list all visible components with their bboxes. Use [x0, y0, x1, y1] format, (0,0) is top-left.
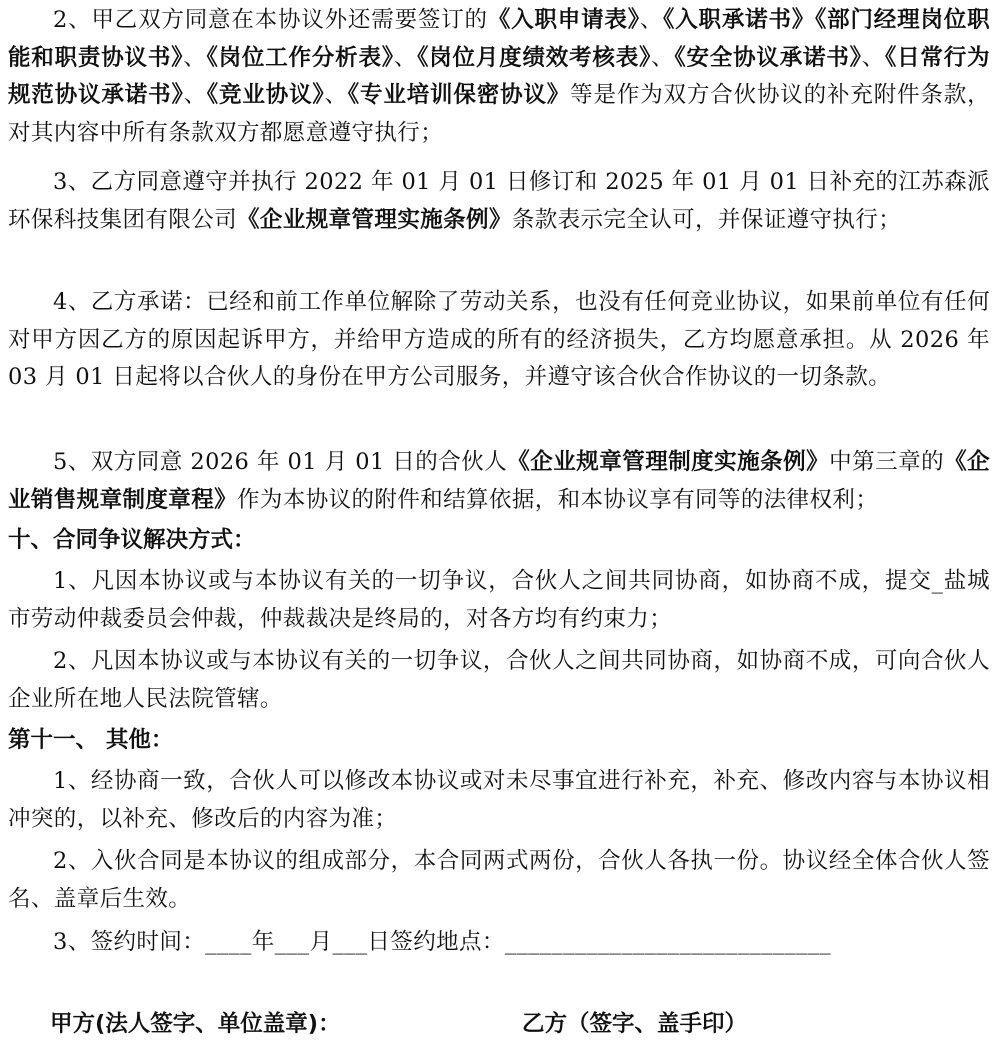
clause-text: 中第三章的 [829, 449, 945, 475]
clause-11-item-3: 3、签约时间：____年___月___日签约地点：____________________________ [53, 929, 832, 955]
doc-title: 《企业销售规章制度章程》 [8, 449, 990, 513]
doc-title: 《竞业协议》 [206, 82, 325, 109]
clause-9-item-2 [8, 2, 990, 152]
separator: 、 [639, 7, 664, 33]
clause-text: 2、甲乙双方同意在本协议外还需要签订的 [53, 7, 488, 33]
clause-9-item-4: 4、乙方承诺：已经和前工作单位解除了劳动关系，也没有任何竞业协议，如果前单位有任何对甲方因乙方的原因起诉甲方，并给甲方造成的所有的经济损失，乙方均愿意承担。从 2026 年 03 月 01 日起将以合伙人的身份在甲方公司服务，并遵守该合伙合作协议的一切条款。 [8, 289, 990, 391]
doc-title: 《安全协议承诺书》 [674, 44, 862, 71]
clause-text: 条款表示完全认可，并保证遵守执行； [511, 206, 902, 233]
signature-party-a: 甲方(法人签字、单位盖章)： [50, 1011, 341, 1037]
clause-10-heading: 十、合同争议解决方式： [8, 527, 256, 553]
separator: 、 [183, 44, 207, 71]
clause-11-item-1: 1、经协商一致，合伙人可以修改本协议或对未尽事宜进行补充，补充、修改内容与本协议相冲突的，以补充、修改后的内容为准； [8, 768, 990, 832]
separator: 、 [183, 82, 207, 109]
clause-text: 3、乙方同意遵守并执行 2022 年 01 月 01 日修订和 2025 年 01 月 01 日补充的江苏森派环保科技集团有限公司 [8, 169, 990, 233]
separator: 、 [861, 44, 886, 71]
doc-title: 《日常行为规范协议承诺书》 [8, 44, 990, 109]
separator: 、 [651, 44, 675, 71]
doc-title: 《岗位月度绩效考核表》 [417, 44, 652, 71]
doc-title: 《专业培训保密协议》 [347, 82, 571, 109]
doc-title: 《入职申请表》 [487, 7, 640, 33]
separator: 、 [324, 82, 348, 109]
doc-title: 《企业规章管理制度实施条例》 [507, 449, 830, 475]
doc-title: 《企业规章管理实施条例》 [237, 206, 512, 233]
clause-9-item-3 [8, 164, 990, 239]
clause-text: 5、双方同意 2026 年 01 月 01 日的合伙人 [53, 449, 508, 475]
separator: 、 [393, 44, 418, 71]
signature-party-b: 乙方（签字、盖手印） [522, 1011, 748, 1037]
clause-text: 等是作为双方合伙协议的补充附件条款，对其内容中所有条款双方都愿意遵守执行； [8, 82, 991, 146]
clause-text: 作为本协议的附件和结算依据，和本协议享有同等的法律权利； [237, 486, 879, 513]
doc-title: 《入职承诺书》 [663, 7, 816, 33]
doc-title: 《部门经理岗位职能和职责协议书》 [8, 7, 990, 71]
clause-11-item-2: 2、入伙合同是本协议的组成部分，本合同两式两份，合伙人各执一份。协议经全体合伙人签名、盖章后生效。 [8, 848, 990, 912]
clause-11-heading: 第十一、 其他： [8, 727, 174, 753]
clause-9-item-5 [8, 444, 990, 519]
clause-10-item-1: 1、凡因本协议或与本协议有关的一切争议，合伙人之间共同协商，如协商不成，提交_盐城市劳动仲裁委员会仲裁，仲裁裁决是终局的，对各方均有约束力； [8, 568, 990, 632]
doc-title: 《岗位工作分析表》 [206, 44, 394, 71]
clause-10-item-2: 2、凡因本协议或与本协议有关的一切争议，合伙人之间共同协商，如协商不成，可向合伙人企业所在地人民法院管辖。 [8, 648, 990, 712]
